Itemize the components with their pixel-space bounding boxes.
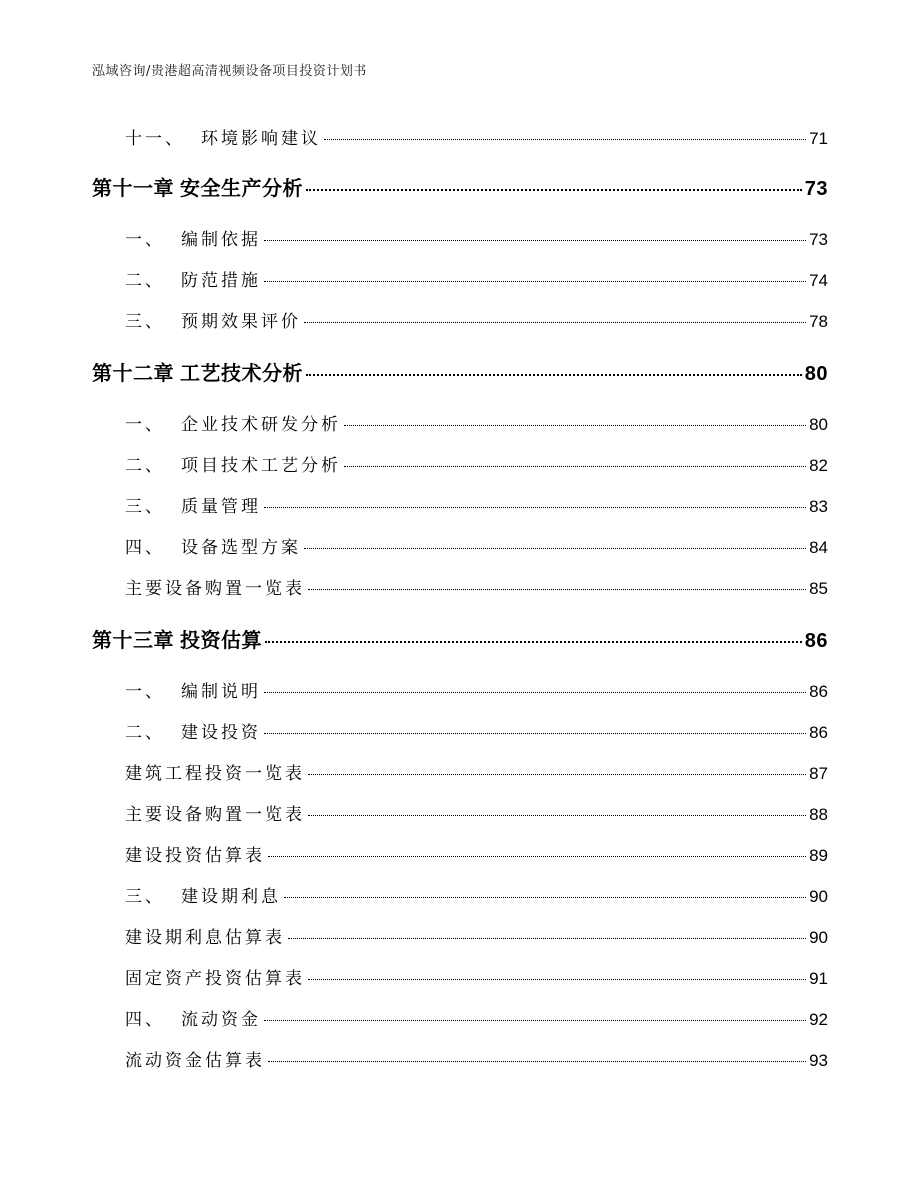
toc-page-number: 83 [809,497,828,516]
toc-entry-number: 四、 [125,538,165,558]
dot-leader [344,425,806,426]
toc-page-number: 73 [809,230,828,249]
dot-leader [268,1061,806,1062]
toc-entry-title [125,800,305,825]
dot-leader [264,1020,806,1021]
toc-entry-title [125,718,261,743]
toc-entry-text: 建设投资 [181,723,261,743]
dot-leader [264,281,806,282]
toc-section-entry[interactable] [125,718,828,743]
toc-entry-title [125,677,261,702]
toc-entry-number: 四、 [125,1010,165,1030]
toc-page-number: 86 [804,630,828,652]
toc-entry-text: 主要设备购置一览表 [125,805,305,825]
toc-page-number: 93 [809,1051,828,1070]
toc-section-entry[interactable] [125,533,828,558]
dot-leader [304,322,806,323]
toc-entry-text: 建设期利息 [181,887,281,907]
toc-entry-number: 一、 [125,682,165,702]
dot-leader [268,856,806,857]
toc-section-entry[interactable] [125,1005,828,1030]
toc-entry-number: 一、 [125,415,165,435]
toc-entry-title [125,451,341,476]
toc-entry-number: 三、 [125,887,165,907]
toc-entry-text: 防范措施 [181,271,261,291]
toc-entry-title [125,1005,261,1030]
toc-section-entry[interactable] [125,677,828,702]
toc-chapter-entry[interactable] [92,357,828,386]
dot-leader [308,979,806,980]
toc-entry-title [125,1046,265,1071]
toc-page-number: 71 [809,129,828,148]
dot-leader [284,897,806,898]
toc-entry-text: 编制说明 [181,682,261,702]
dot-leader [264,240,806,241]
toc-page-number: 86 [809,723,828,742]
toc-entry-text: 质量管理 [181,497,261,517]
toc-section-entry[interactable] [125,124,828,149]
toc-entry-number: 第十三章 [92,628,174,652]
toc-section-entry[interactable] [125,923,828,948]
dot-leader [264,507,806,508]
toc-section-entry[interactable] [125,574,828,599]
toc-section-entry[interactable] [125,307,828,332]
dot-leader [306,189,802,191]
toc-entry-title [125,307,301,332]
toc-page-number: 73 [804,178,828,200]
toc-entry-number: 二、 [125,723,165,743]
toc-section-entry[interactable] [125,410,828,435]
toc-entry-text: 流动资金估算表 [125,1051,265,1071]
toc-page-number: 80 [809,415,828,434]
toc-entry-title [125,574,305,599]
toc-page-number: 85 [809,579,828,598]
dot-leader [265,641,802,643]
toc-entry-text: 环境影响建议 [201,129,321,149]
toc-section-entry[interactable] [125,841,828,866]
toc-section-entry[interactable] [125,964,828,989]
dot-leader [306,374,802,376]
dot-leader [324,139,806,140]
toc-chapter-entry[interactable] [92,172,828,201]
toc-entry-title [92,357,303,386]
toc-entry-number: 十一、 [125,129,185,149]
dot-leader [264,692,806,693]
toc-entry-text: 主要设备购置一览表 [125,579,305,599]
toc-entry-text: 建筑工程投资一览表 [125,764,305,784]
dot-leader [264,733,806,734]
toc-entry-title [125,533,301,558]
dot-leader [288,938,806,939]
toc-entry-number: 二、 [125,456,165,476]
toc-entry-text: 流动资金 [181,1010,261,1030]
toc-page-number: 88 [809,805,828,824]
toc-section-entry[interactable] [125,800,828,825]
dot-leader [308,589,806,590]
toc-page-number: 74 [809,271,828,290]
toc-section-entry[interactable] [125,1046,828,1071]
toc-entry-text: 项目技术工艺分析 [181,456,341,476]
toc-section-entry[interactable] [125,759,828,784]
toc-entry-title [125,882,281,907]
toc-entry-text: 投资估算 [180,628,262,652]
toc-section-entry[interactable] [125,882,828,907]
toc-page-number: 87 [809,764,828,783]
toc-entry-number: 二、 [125,271,165,291]
toc-entry-title [125,124,321,149]
toc-entry-title [92,624,262,653]
toc-page-number: 92 [809,1010,828,1029]
toc-entry-number: 第十二章 [92,361,174,385]
toc-entry-text: 预期效果评价 [181,312,301,332]
toc-entry-number: 三、 [125,312,165,332]
toc-entry-text: 建设期利息估算表 [125,928,285,948]
toc-entry-number: 第十一章 [92,176,174,200]
dot-leader [308,774,806,775]
toc-entry-title [125,841,265,866]
toc-section-entry[interactable] [125,492,828,517]
toc-page-number: 82 [809,456,828,475]
toc-entry-number: 一、 [125,230,165,250]
toc-entry-text: 工艺技术分析 [180,361,303,385]
toc-entry-text: 企业技术研发分析 [181,415,341,435]
page-header: 泓域咨询/贵港超高清视频设备项目投资计划书 [92,64,367,79]
dot-leader [308,815,806,816]
toc-entry-text: 编制依据 [181,230,261,250]
toc-entry-title [125,225,261,250]
toc-entry-title [125,759,305,784]
toc-entry-title [125,923,285,948]
toc-page-number: 90 [809,887,828,906]
toc-page-number: 80 [804,363,828,385]
toc-entry-title [125,964,305,989]
toc-page-number: 91 [809,969,828,988]
toc-entry-text: 建设投资估算表 [125,846,265,866]
toc-chapter-entry[interactable] [92,624,828,653]
toc-section-entry[interactable] [125,225,828,250]
toc-entry-title [125,410,341,435]
toc-section-entry[interactable] [125,266,828,291]
dot-leader [344,466,806,467]
toc-entry-number: 三、 [125,497,165,517]
toc-section-entry[interactable] [125,451,828,476]
toc-entry-text: 安全生产分析 [180,176,303,200]
toc-entry-title [92,172,303,201]
toc-entry-text: 固定资产投资估算表 [125,969,305,989]
toc-page-number: 84 [809,538,828,557]
toc-entry-title [125,492,261,517]
toc-entry-text: 设备选型方案 [181,538,301,558]
dot-leader [304,548,806,549]
toc-page-number: 78 [809,312,828,331]
toc-page-number: 89 [809,846,828,865]
toc-page-number: 86 [809,682,828,701]
toc-page-number: 90 [809,928,828,947]
toc-entry-title [125,266,261,291]
